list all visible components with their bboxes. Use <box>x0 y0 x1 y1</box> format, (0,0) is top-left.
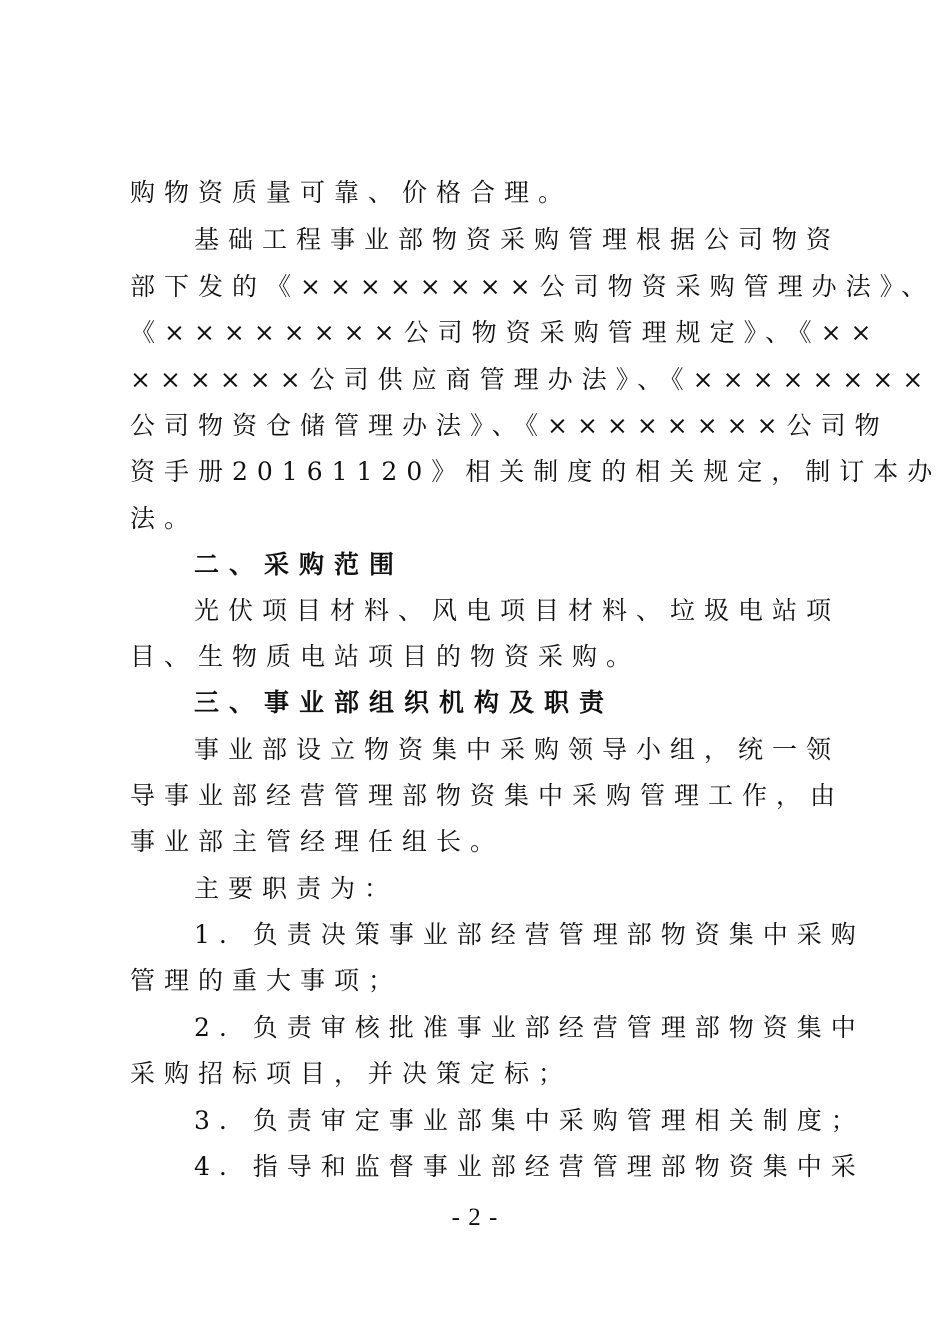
paragraph-basis-line-1: 基础工程事业部物资采购管理根据公司物资 <box>194 225 841 254</box>
page-number: - 2 - <box>451 1204 499 1231</box>
responsibility-item-3: 3. 负责审定事业部集中采购管理相关制度； <box>194 1106 865 1135</box>
paragraph-scope-line-2: 目、生物质电站项目的物资采购。 <box>130 642 641 671</box>
paragraph-basis-line-2: 部下发的《××××××××公司物资采购管理办法》、 <box>130 272 936 301</box>
text-line-1: 购物资质量可靠、价格合理。 <box>130 178 573 207</box>
section-heading-procurement-scope: 二、采购范围 <box>194 550 405 579</box>
paragraph-scope-line-1: 光伏项目材料、风电项目材料、垃圾电站项 <box>194 596 841 625</box>
responsibilities-label: 主要职责为： <box>194 874 399 903</box>
responsibility-item-4-line-1: 4. 指导和监督事业部经营管理部物资集中采 <box>194 1152 865 1181</box>
paragraph-basis-line-5: 公司物资仓储管理办法》、《××××××××公司物 <box>130 411 889 440</box>
paragraph-organization-line-1: 事业部设立物资集中采购领导小组，统一领 <box>194 735 841 764</box>
paragraph-organization-line-3: 事业部主管经理任组长。 <box>130 827 505 856</box>
paragraph-basis-line-7: 法。 <box>130 504 199 533</box>
responsibility-item-2-line-2: 采购招标项目，并决策定标； <box>130 1059 573 1088</box>
paragraph-basis-line-6: 资手册20161120》相关制度的相关规定，制订本办 <box>130 457 942 486</box>
paragraph-basis-line-4: ××××××公司供应商管理办法》、《×××××××× <box>130 365 933 394</box>
responsibility-item-2-line-1: 2. 负责审核批准事业部经营管理部物资集中 <box>194 1013 865 1042</box>
responsibility-item-1-line-1: 1. 负责决策事业部经营管理部物资集中采购 <box>194 920 865 949</box>
section-heading-organization: 三、事业部组织机构及职责 <box>194 688 615 717</box>
paragraph-basis-line-3: 《××××××××公司物资采购管理规定》、《×× <box>130 318 881 347</box>
paragraph-organization-line-2: 导事业部经营管理部物资集中采购管理工作，由 <box>130 781 845 810</box>
responsibility-item-1-line-2: 管理的重大事项； <box>130 966 403 995</box>
